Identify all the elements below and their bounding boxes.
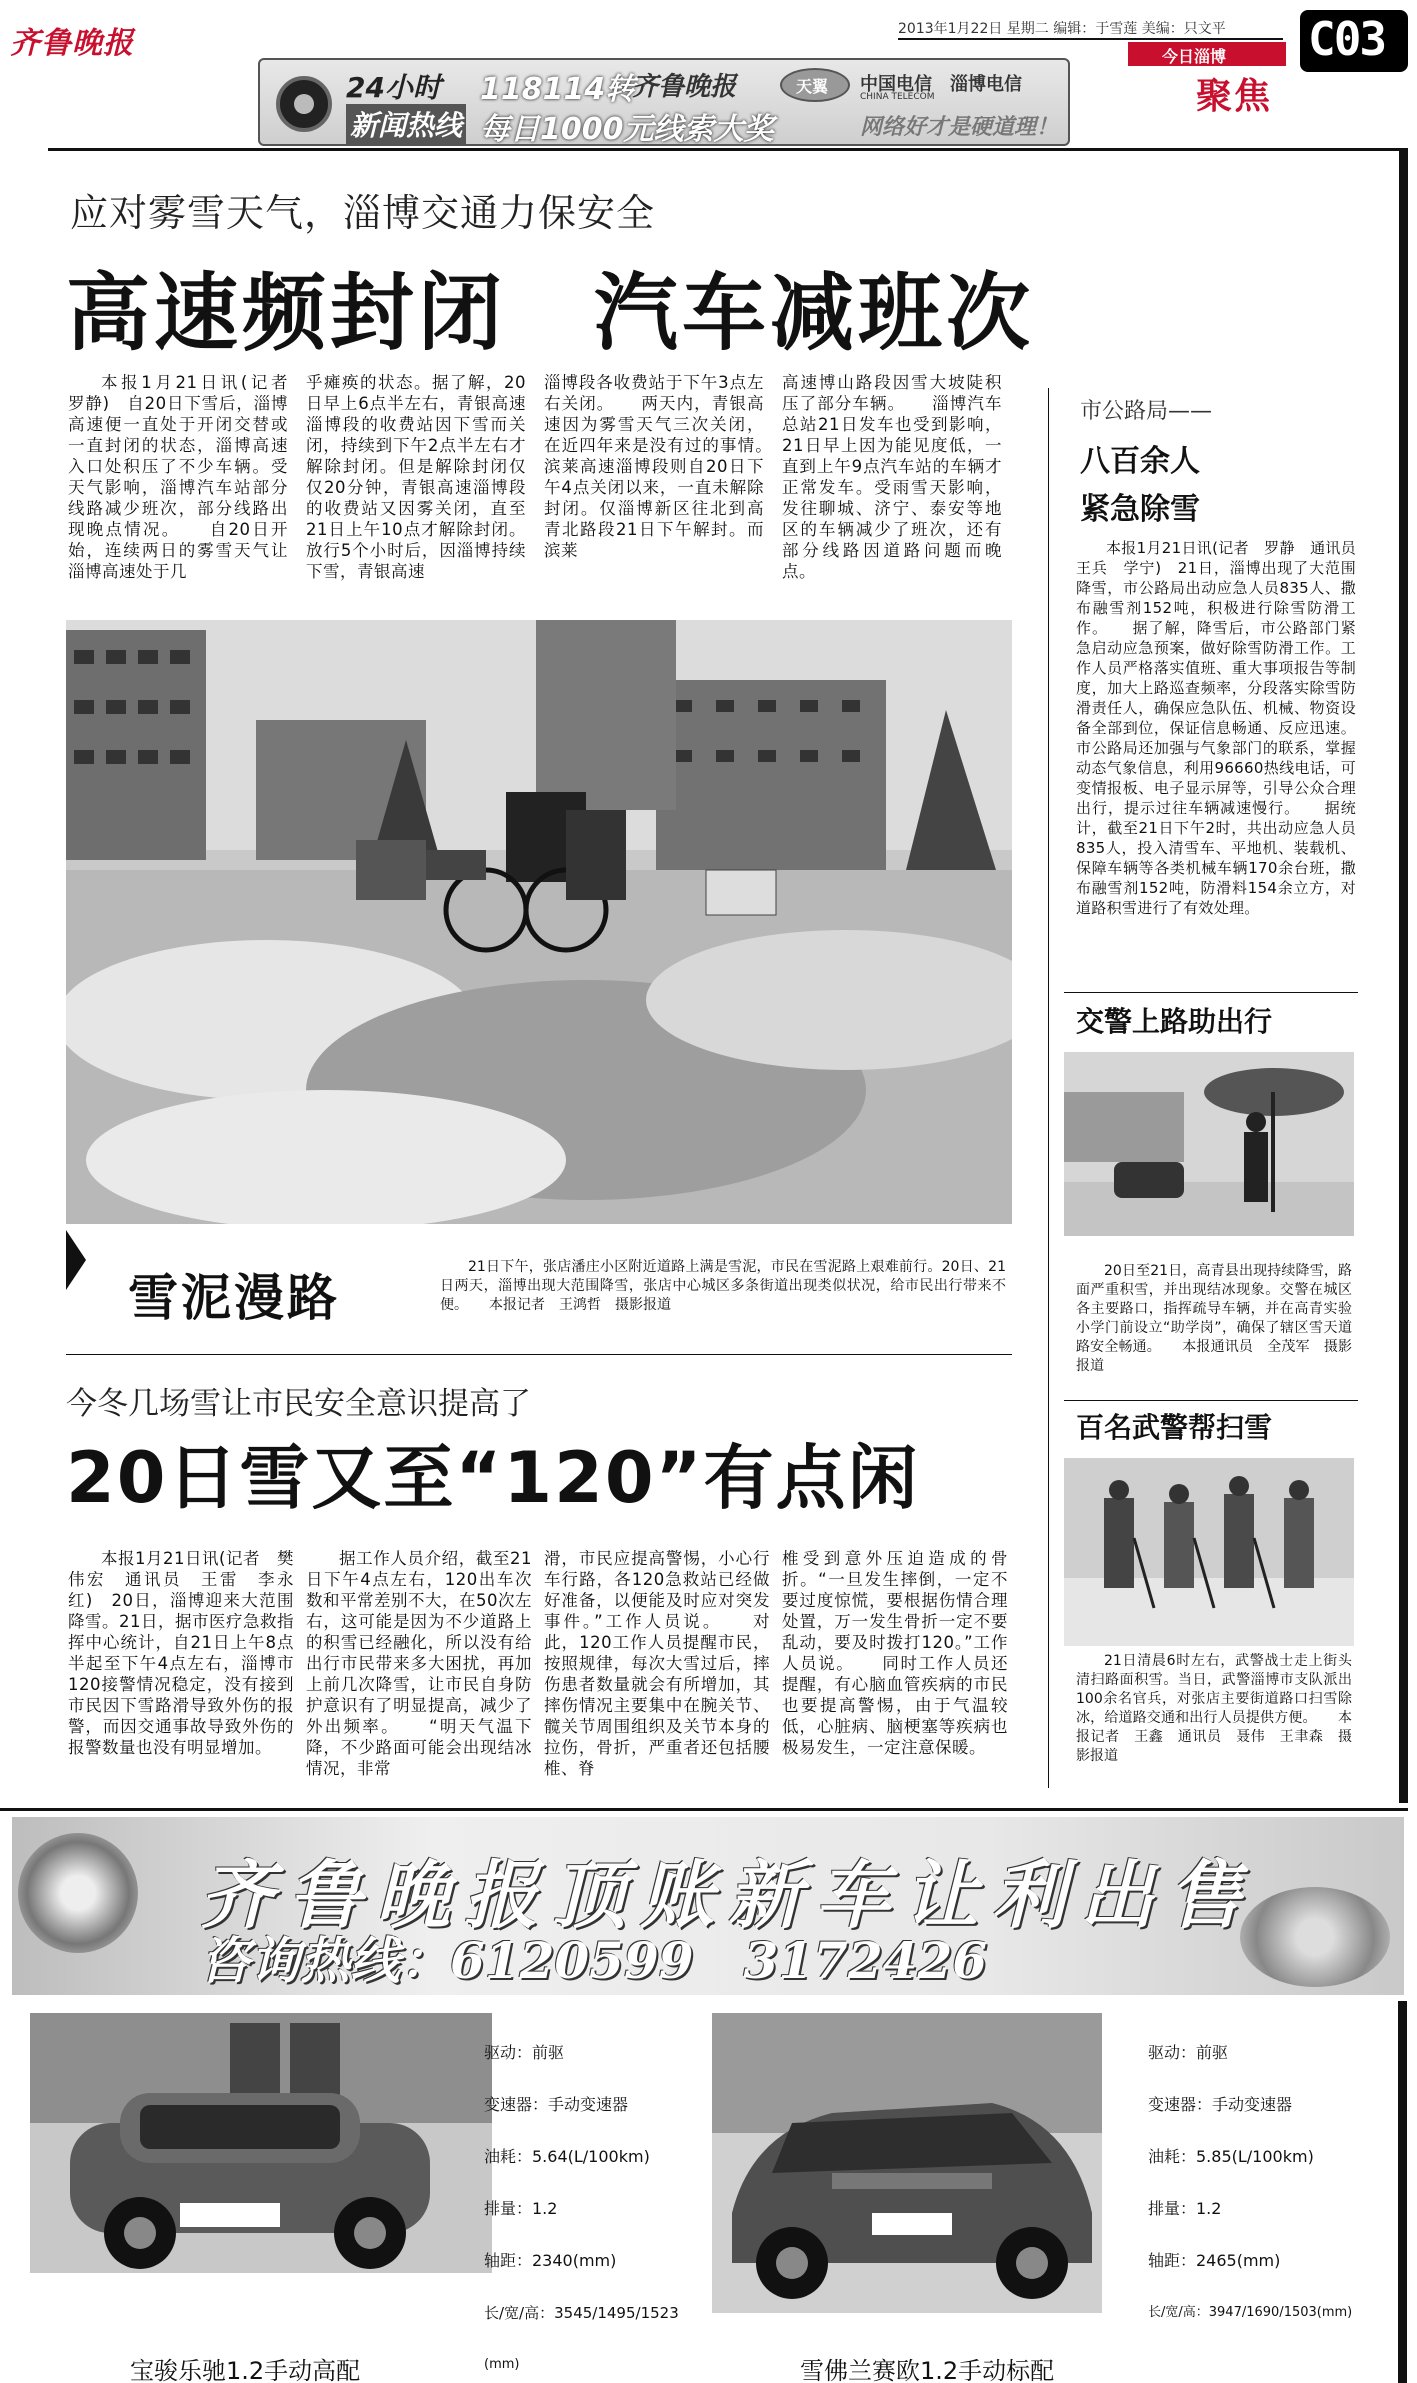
- army-rule: [1064, 1400, 1358, 1401]
- main-photo-title-arrow: [66, 1230, 86, 1290]
- sidebar-rule: [1048, 388, 1049, 1788]
- police-rule: [1064, 992, 1358, 993]
- story2-col2: 据工作人员介绍，截至21日下午4点左右，120出车次数和平常差别不大，在50次左右，这可能是因为不少道路上的积雪已经融化，所以没有给出行市民带来多大困扰，再加上前几次降雪，让市民自身防护意识有了明显提高，减少了外出频率。 “明天气温下降，不少路面可能会出现结冰情况，非常: [306, 1549, 532, 1778]
- story1-col3: 淄博段各收费站于下午3点左右关闭。 两天内，青银高速因为雾雪天气三次关闭，在近四年来是没有过的事情。 滨莱高速淄博段则自20日下午4点关闭以来，一直未解除封闭。仅淄博新区往北到高青北路段21日下午解封。而滨莱: [544, 373, 764, 560]
- story2-col1: 本报1月21日讯(记者 樊伟宏 通讯员 王雷 李永红) 20日，淄博迎来大范围降雪。21日，据市医疗急救指挥中心统计，自21日上午8点半起至下午4点左右，淄博市120接警情况稳定，没有接到市民因下雪路滑导致外伤的报警，而因交通事故导致外伤的报警数量也没有明显增加。: [68, 1549, 294, 1757]
- meta-rule: [898, 38, 1283, 40]
- car2-spec: 轴距：2465(mm): [1148, 2251, 1281, 2270]
- car1-spec: 长/宽/高：3545/1495/1523: [484, 2304, 679, 2322]
- phone-dial: [294, 94, 314, 114]
- police-caption: 20日至21日，高青县出现持续降雪，路面严重积雪，并出现结冰现象。交警在城区各主要路口，指挥疏导车辆，并在高青实验小学门前设立“助学岗”，确保了辖区雪天道路安全畅通。 本报通讯员 全茂军 摄影报道: [1076, 1263, 1352, 1374]
- car1-spec: 轴距：2340(mm): [484, 2251, 617, 2270]
- car1-spec: 变速器：手动变速器: [484, 2095, 629, 2114]
- car2-spec: 油耗：5.85(L/100km): [1148, 2147, 1314, 2166]
- hotline-banner: [258, 58, 1070, 146]
- army-photo: [1064, 1458, 1354, 1646]
- ad-hotline: 咨询热线：6120599 3172426: [200, 1931, 988, 1990]
- ad-title: 齐鲁晚报顶账新车让利出售: [200, 1853, 1256, 1939]
- page-number-text: C03: [1308, 12, 1386, 66]
- column-label: 聚焦: [1196, 76, 1273, 117]
- telecom-name: 中国电信: [860, 74, 932, 95]
- main-photo-title: 雪泥漫路: [128, 1269, 340, 1327]
- car2-specs: [1148, 2043, 1388, 2323]
- ad-block: [0, 1808, 1408, 2383]
- hotline-number: 118114转: [480, 72, 636, 107]
- car2-spec: 排量：1.2: [1148, 2199, 1222, 2218]
- snowy-street-image: [66, 620, 1012, 1224]
- sidebar-body: 本报1月21日讯(记者 罗静 通讯员 王兵 学宁) 21日，淄博出现了大范围降雪，市公路局出动应急人员835人、撒布融雪剂152吨，积极进行除雪防滑工作。 据了解，降雪后，市公路部门紧急启动应急预案，做好除雪防滑工作。工作人员严格落实值班、重大事项报告等制度，加大上路巡查频率，分段落实除雪防滑责任人，确保应急队伍、机械、物资设备全部到位，保证信息畅通、反应迅速。市公路局还加强与气象部门的联系，掌握动态气象信息，利用96660热线电话，可变情报板、电子显示屏等，引导公众合理出行，提示过往车辆减速慢行。 据统计，截至21日下午2时，共出动应急人员835人，投入清雪车、平地机、装载机、保障车辆等各类机械车辆170余台班，撒布融雪剂152吨，防滑料154余立方，对道路积雪进行了有效处理。: [1076, 539, 1356, 917]
- telecom-en: CHINA TELECOM: [860, 92, 935, 102]
- car2-image: [712, 2013, 1102, 2313]
- main-photo: [66, 620, 1012, 1224]
- army-caption: 21日清晨6时左右，武警战士走上街头清扫路面积雪。当日，武警淄博市支队派出100余名官兵，对张店主要街道路口扫雪除冰，给道路交通和出行人员提供方便。 本报记者 王鑫 通讯员 聂伟 王聿森 摄影报道: [1076, 1653, 1352, 1764]
- story1-headline: 高速频封闭 汽车减班次: [66, 264, 1035, 362]
- soldiers-sweeping-image: [1064, 1458, 1354, 1646]
- car2-spec: 驱动：前驱: [1148, 2043, 1229, 2062]
- car1-specs: [484, 2043, 694, 2375]
- car1-spec: (mm): [484, 2357, 520, 2372]
- sidebar-headline2: 紧急除雪: [1080, 492, 1200, 527]
- car1-spec: 排量：1.2: [484, 2199, 558, 2218]
- car1-image: [30, 2013, 492, 2273]
- sidebar-kicker: 市公路局——: [1080, 399, 1213, 424]
- sidebar-headline1: 八百余人: [1080, 444, 1200, 479]
- car2-photo: [712, 2013, 1102, 2313]
- army-title: 百名武警帮扫雪: [1076, 1411, 1273, 1444]
- story1-kicker: 应对雾雪天气，淄博交通力保安全: [70, 191, 656, 235]
- story2-kicker: 今冬几场雪让市民安全意识提高了: [66, 1386, 531, 1422]
- section-label: 今日淄博: [1162, 47, 1227, 66]
- police-photo: [1064, 1052, 1354, 1236]
- car1-name: 宝骏乐驰1.2手动高配: [130, 2357, 361, 2383]
- hotline-label: 24小时: [346, 71, 441, 104]
- newspaper-logo: 齐鲁晚报: [10, 26, 134, 61]
- banner-prize: 每日1000元线索大奖: [480, 112, 774, 146]
- banner-slogan: 网络好才是硬道理！: [860, 115, 1059, 140]
- car2-spec: 变速器：手动变速器: [1148, 2095, 1293, 2114]
- story1-col2: 乎瘫痪的状态。据了解，20日早上6点半左右，青银高速淄博段的收费站因下雪而关闭，持续到下午2点半左右才解除封闭。但是解除封闭仅仅20分钟，青银高速淄博段的收费站又因雾关闭，直至21日上午10点才解除封闭。放行5个小时后，因淄博持续下雪，青银高速: [306, 373, 526, 581]
- flower-icon-right: [1240, 1887, 1390, 1987]
- zibo-telecom: 淄博电信: [950, 74, 1022, 95]
- main-photo-caption: 21日下午，张店潘庄小区附近道路上满是雪泥，市民在雪泥路上艰难前行。20日、21日两天，淄博出现大范围降雪，张店中心城区多条街道出现类似状况，给市民出行带来不便。 本报记者 王鸿哲 摄影报道: [440, 1259, 1006, 1313]
- story1-col4: 高速博山路段因雪大坡陡积压了部分车辆。 淄博汽车总站21日发车也受到影响，21日早上因为能见度低，一直到上午9点汽车站的车辆才正常发车。受雨雪天影响，发往聊城、济宁、泰安等地区的车辆减少了班次，还有部分线路因道路问题而晚点。: [782, 373, 1002, 581]
- story1-col1: 本报1月21日讯(记者 罗静) 自20日下雪后，淄博高速便一直处于开闭交替或一直封闭的状态，淄博高速入口处积压了不少车辆。受天气影响，淄博汽车站部分线路减少班次，部分线路出现晚点情况。 自20日开始，连续两日的雾雪天气让淄博高速处于几: [68, 373, 288, 581]
- hotline-sub: 新闻热线: [346, 104, 466, 144]
- car1-photo: [30, 2013, 492, 2273]
- car2-spec: 长/宽/高：3947/1690/1503(mm): [1148, 2305, 1353, 2320]
- tianyi-label: 天翼: [796, 77, 829, 96]
- story2-col3: 滑，市民应提高警惕，小心行车行路，各120急救站已经做好准备，以便能及时应对突发事件。”工作人员说。 对此，120工作人员提醒市民，按照规律，每次大雪过后，摔伤患者数量就会有所增加，其摔伤情况主要集中在腕关节、髋关节周围组织及关节本身的拉伤，骨折，严重者还包括腰椎、脊: [544, 1549, 770, 1778]
- story2-col4: 椎受到意外压迫造成的骨折。“一旦发生摔倒，一定不要过度惊慌，要根据伤情合理处置，万一发生骨折一定不要乱动，要及时拨打120。”工作人员说。 同时工作人员还提醒，有心脑血管疾病的市民也要提高警惕，由于气温较低，心脏病、脑梗塞等疾病也极易发生，一定注意保暖。: [782, 1549, 1008, 1757]
- car1-spec: 油耗：5.64(L/100km): [484, 2147, 650, 2166]
- police-title: 交警上路助出行: [1076, 1005, 1273, 1038]
- traffic-police-image: [1064, 1052, 1354, 1236]
- flower-icon: [18, 1833, 138, 1953]
- issue-meta: 2013年1月22日 星期二 编辑：于雪莲 美编：只文平: [898, 21, 1226, 37]
- ad-right-rule: [1398, 2001, 1407, 2383]
- story2-headline: 20日雪又至“120”有点闲: [66, 1437, 920, 1519]
- story-divider: [66, 1354, 1012, 1355]
- banner-paper: 齐鲁晚报: [632, 72, 737, 102]
- car2-name: 雪佛兰赛欧1.2手动标配: [800, 2357, 1055, 2383]
- car1-spec: 驱动：前驱: [484, 2043, 565, 2062]
